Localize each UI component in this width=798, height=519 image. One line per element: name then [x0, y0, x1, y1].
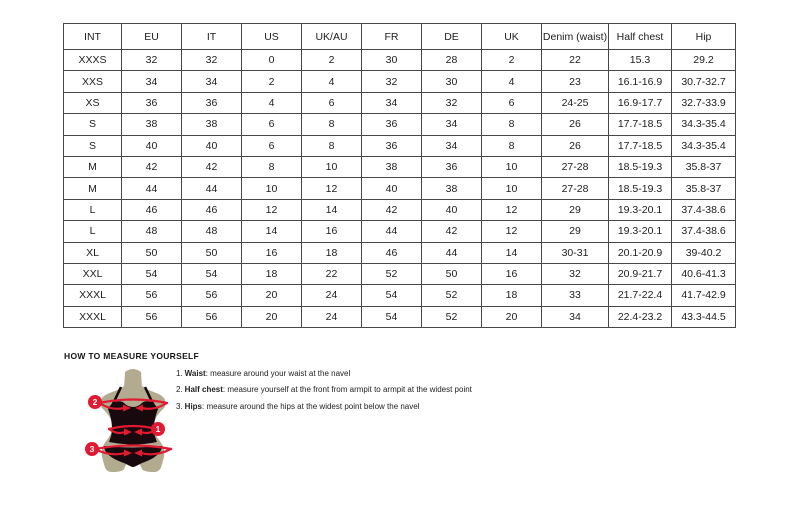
table-cell: 12	[482, 199, 542, 220]
table-cell: XL	[64, 242, 122, 263]
size-table-body	[64, 50, 736, 328]
table-cell: 2	[482, 50, 542, 71]
table-cell: 37.4-38.6	[672, 199, 736, 220]
table-cell: 38	[422, 178, 482, 199]
table-cell: 40	[182, 135, 242, 156]
table-cell: 20	[482, 306, 542, 327]
table-cell: 32.7-33.9	[672, 92, 736, 113]
measure-steps-list	[176, 366, 472, 415]
column-header: FR	[362, 24, 422, 50]
table-cell: 18	[302, 242, 362, 263]
table-cell: 10	[302, 156, 362, 177]
table-cell: 14	[482, 242, 542, 263]
table-row	[64, 242, 736, 263]
table-cell: 36	[182, 92, 242, 113]
column-header: Hip	[672, 24, 736, 50]
table-cell: 20.9-21.7	[609, 263, 672, 284]
table-cell: 30	[422, 71, 482, 92]
column-header: INT	[64, 24, 122, 50]
step-number: 3.	[176, 401, 183, 411]
table-cell: 40.6-41.3	[672, 263, 736, 284]
table-cell: 56	[122, 306, 182, 327]
table-cell: 18	[482, 285, 542, 306]
column-header: EU	[122, 24, 182, 50]
column-header: UK	[482, 24, 542, 50]
table-cell: 54	[362, 285, 422, 306]
table-cell: 56	[182, 306, 242, 327]
table-cell: 46	[362, 242, 422, 263]
table-cell: 20.1-20.9	[609, 242, 672, 263]
table-cell: 40	[362, 178, 422, 199]
table-cell: 44	[422, 242, 482, 263]
table-cell: 17.7-18.5	[609, 114, 672, 135]
table-cell: 43.3-44.5	[672, 306, 736, 327]
table-cell: 0	[242, 50, 302, 71]
table-cell: 42	[182, 156, 242, 177]
table-cell: 18.5-19.3	[609, 178, 672, 199]
table-cell: 12	[242, 199, 302, 220]
table-cell: 14	[302, 199, 362, 220]
table-cell: 36	[362, 114, 422, 135]
table-cell: 54	[362, 306, 422, 327]
table-cell: 20	[242, 285, 302, 306]
table-cell: 54	[122, 263, 182, 284]
table-cell: 37.4-38.6	[672, 221, 736, 242]
table-cell: 12	[302, 178, 362, 199]
table-cell: 34.3-35.4	[672, 114, 736, 135]
table-cell: 36	[122, 92, 182, 113]
table-cell: XXS	[64, 71, 122, 92]
marker-3-number: 3	[89, 444, 95, 454]
table-cell: 16.9-17.7	[609, 92, 672, 113]
column-header: DE	[422, 24, 482, 50]
table-row	[64, 114, 736, 135]
table-row	[64, 178, 736, 199]
table-cell: 16	[482, 263, 542, 284]
table-cell: 32	[182, 50, 242, 71]
table-cell: 34	[182, 71, 242, 92]
table-cell: XXXL	[64, 285, 122, 306]
table-cell: 38	[122, 114, 182, 135]
table-cell: XS	[64, 92, 122, 113]
table-cell: 28	[422, 50, 482, 71]
table-cell: 42	[122, 156, 182, 177]
table-cell: 23	[542, 71, 609, 92]
table-cell: 34	[422, 114, 482, 135]
table-cell: 30-31	[542, 242, 609, 263]
step-text: : measure yourself at the front from armpit to armpit at the widest point	[222, 385, 472, 395]
table-cell: 19.3-20.1	[609, 221, 672, 242]
table-cell: 44	[362, 221, 422, 242]
step-term: Half chest	[184, 385, 223, 395]
table-cell: 33	[542, 285, 609, 306]
table-cell: 35.8-37	[672, 178, 736, 199]
column-header: UK/AU	[302, 24, 362, 50]
table-cell: 48	[182, 221, 242, 242]
table-row	[64, 156, 736, 177]
table-cell: 40	[422, 199, 482, 220]
table-cell: 29.2	[672, 50, 736, 71]
table-cell: 44	[182, 178, 242, 199]
table-cell: 32	[422, 92, 482, 113]
table-cell: 42	[362, 199, 422, 220]
table-row	[64, 92, 736, 113]
table-cell: 6	[242, 135, 302, 156]
table-cell: 6	[302, 92, 362, 113]
table-cell: 26	[542, 114, 609, 135]
table-cell: 30.7-32.7	[672, 71, 736, 92]
table-cell: 22.4-23.2	[609, 306, 672, 327]
table-cell: 4	[242, 92, 302, 113]
table-cell: 54	[182, 263, 242, 284]
table-cell: 6	[482, 92, 542, 113]
table-row	[64, 221, 736, 242]
table-cell: 18	[242, 263, 302, 284]
table-cell: 39-40.2	[672, 242, 736, 263]
table-cell: 38	[362, 156, 422, 177]
table-cell: 56	[122, 285, 182, 306]
table-row	[64, 135, 736, 156]
marker-2-number: 2	[92, 397, 98, 407]
table-cell: L	[64, 199, 122, 220]
table-cell: 4	[482, 71, 542, 92]
table-cell: 35.8-37	[672, 156, 736, 177]
table-cell: 29	[542, 199, 609, 220]
table-cell: 36	[362, 135, 422, 156]
table-cell: 32	[122, 50, 182, 71]
measure-guide-heading: HOW TO MEASURE YOURSELF	[64, 351, 200, 361]
table-row	[64, 306, 736, 327]
marker-1-number: 1	[155, 424, 161, 434]
column-header: US	[242, 24, 302, 50]
size-table-header-row	[64, 24, 736, 50]
table-cell: 34	[542, 306, 609, 327]
table-cell: 27-28	[542, 156, 609, 177]
table-row	[64, 50, 736, 71]
table-cell: 46	[122, 199, 182, 220]
step-text: : measure around your waist at the navel	[205, 369, 351, 378]
table-cell: 2	[242, 71, 302, 92]
table-cell: 52	[422, 306, 482, 327]
step-term: Waist	[184, 369, 206, 378]
table-cell: 30	[362, 50, 422, 71]
table-cell: 40	[122, 135, 182, 156]
table-cell: 10	[242, 178, 302, 199]
table-cell: 14	[242, 221, 302, 242]
column-header: Half chest	[609, 24, 672, 50]
table-cell: 27-28	[542, 178, 609, 199]
size-table	[63, 23, 736, 328]
table-cell: 52	[362, 263, 422, 284]
table-cell: 26	[542, 135, 609, 156]
table-row	[64, 199, 736, 220]
measure-step	[176, 382, 472, 398]
table-cell: S	[64, 135, 122, 156]
table-cell: 34	[422, 135, 482, 156]
table-cell: 18.5-19.3	[609, 156, 672, 177]
table-cell: M	[64, 178, 122, 199]
table-cell: 16.1-16.9	[609, 71, 672, 92]
table-row	[64, 263, 736, 284]
table-cell: 16	[242, 242, 302, 263]
table-cell: 46	[182, 199, 242, 220]
column-header: Denim (waist)	[542, 24, 609, 50]
table-cell: 6	[242, 114, 302, 135]
table-cell: 22	[302, 263, 362, 284]
table-cell: 4	[302, 71, 362, 92]
table-cell: 2	[302, 50, 362, 71]
table-cell: 34.3-35.4	[672, 135, 736, 156]
table-cell: 16	[302, 221, 362, 242]
table-cell: 56	[182, 285, 242, 306]
table-cell: 8	[242, 156, 302, 177]
table-cell: 10	[482, 178, 542, 199]
table-cell: 24	[302, 285, 362, 306]
table-cell: 8	[482, 135, 542, 156]
table-cell: 34	[362, 92, 422, 113]
table-cell: 32	[362, 71, 422, 92]
table-cell: 10	[482, 156, 542, 177]
table-cell: 36	[422, 156, 482, 177]
step-term: Hips	[184, 401, 203, 411]
table-cell: 12	[482, 221, 542, 242]
table-cell: S	[64, 114, 122, 135]
table-cell: 22	[542, 50, 609, 71]
table-row	[64, 285, 736, 306]
table-cell: 44	[122, 178, 182, 199]
measure-figure-illustration	[78, 368, 193, 476]
table-cell: 50	[182, 242, 242, 263]
table-cell: 41.7-42.9	[672, 285, 736, 306]
table-cell: 24	[302, 306, 362, 327]
table-cell: 8	[302, 135, 362, 156]
table-cell: 20	[242, 306, 302, 327]
table-cell: XXXL	[64, 306, 122, 327]
table-cell: L	[64, 221, 122, 242]
table-cell: 32	[542, 263, 609, 284]
table-cell: 24-25	[542, 92, 609, 113]
measure-step	[176, 366, 472, 382]
table-cell: 48	[122, 221, 182, 242]
table-cell: 21.7-22.4	[609, 285, 672, 306]
table-cell: 42	[422, 221, 482, 242]
step-text: : measure around the hips at the widest point below the navel	[202, 401, 420, 411]
table-cell: 52	[422, 285, 482, 306]
step-number: 2.	[176, 385, 183, 395]
table-cell: 17.7-18.5	[609, 135, 672, 156]
table-cell: 29	[542, 221, 609, 242]
measure-step	[176, 399, 472, 415]
table-cell: 50	[122, 242, 182, 263]
table-cell: 34	[122, 71, 182, 92]
table-cell: 15.3	[609, 50, 672, 71]
table-cell: 50	[422, 263, 482, 284]
table-cell: XXL	[64, 263, 122, 284]
column-header: IT	[182, 24, 242, 50]
step-number: 1.	[176, 369, 183, 378]
table-cell: 19.3-20.1	[609, 199, 672, 220]
table-cell: XXXS	[64, 50, 122, 71]
table-cell: 8	[302, 114, 362, 135]
table-cell: M	[64, 156, 122, 177]
table-cell: 38	[182, 114, 242, 135]
table-row	[64, 71, 736, 92]
table-cell: 8	[482, 114, 542, 135]
